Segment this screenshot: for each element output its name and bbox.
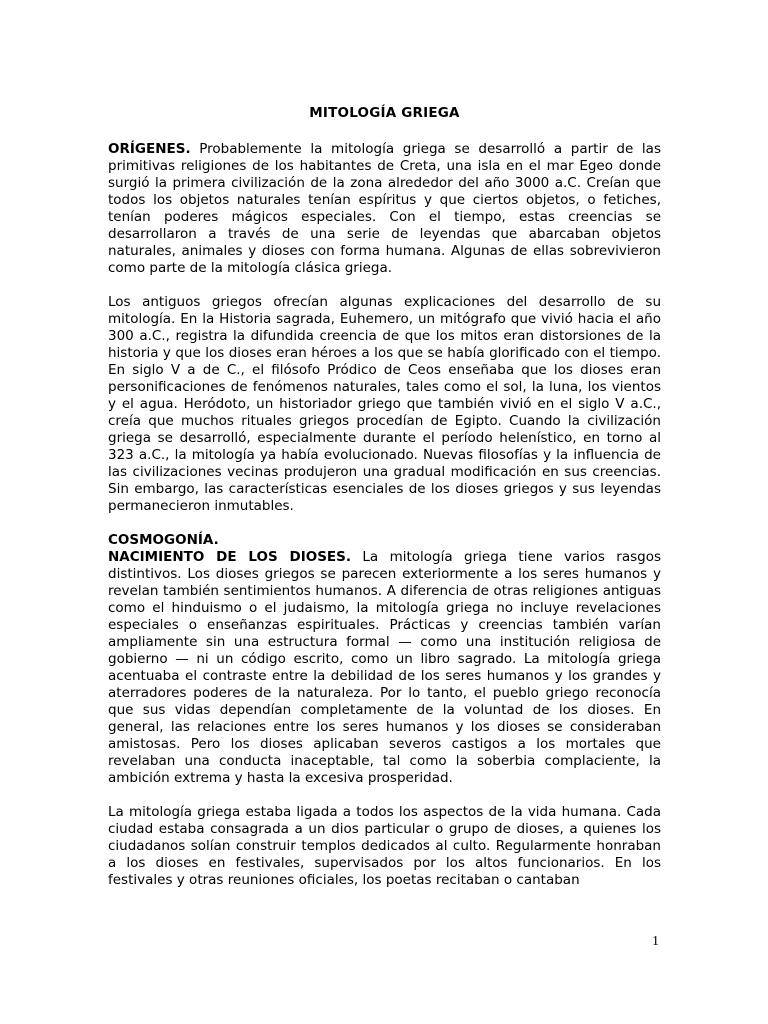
nacimiento-heading: NACIMIENTO DE LOS DIOSES. <box>108 549 351 565</box>
nacimiento-text: La mitología griega tiene varios rasgos distintivos. Los dioses griegos se parecen exteriormente a los seres humanos y revelan también sentimientos humanos. A diferencia de otras religiones antiguas como el hinduismo o el judaismo, la mitología griega no incluye revelaciones especiales o enseñanzas espirituales. Prácticas y creencias también varían ampliamente sin una estructura formal — como una institución religiosa de gobierno — ni un código escrito, como un libro sagrado. La mitología griega acentuaba el contraste entre la debilidad de los seres humanos y los grandes y aterradores poderes de la naturaleza. Por lo tanto, el pueblo griego reconocía que sus vidas dependían completamente de la voluntad de los dioses. En general, las relaciones entre los seres humanos y los dioses se consideraban amistosas. Pero los dioses aplicaban severos castigos a los mortales que revelaban una conducta inaceptable, tal como la soberbia complaciente, la ambición extrema y hasta la excesiva prosperidad. <box>108 549 661 786</box>
page-number: 1 <box>652 934 659 949</box>
document-page <box>108 104 661 889</box>
paragraph-nacimiento <box>108 549 661 787</box>
paragraph-vida-humana: La mitología griega estaba ligada a todos los aspectos de la vida humana. Cada ciudad estaba consagrada a un dios particular o grupo de dioses, a quienes los ciudadanos solían construir templos dedicados al culto. Regularmente honraban a los dioses en festivales, supervisados por los altos funcionarios. En los festivales y otras reuniones oficiales, los poetas recitaban o cantaban <box>108 804 661 888</box>
origenes-heading: ORÍGENES. <box>108 141 191 157</box>
origenes-text: Probablemente la mitología griega se desarrolló a partir de las primitivas religiones de los habitantes de Creta, una isla en el mar Egeo donde surgió la primera civilización de la zona alrededor del año 3000 a.C. Creían que todos los objetos naturales tenían espíritus y que ciertos objetos, o fetiches, tenían poderes mágicos especiales. Con el tiempo, estas creencias se desarrollaron a través de una serie de leyendas que abarcaban objetos naturales, animales y dioses con forma humana. Algunas de ellas sobrevivieron como parte de la mitología clásica griega. <box>108 141 661 276</box>
document-title: MITOLOGÍA GRIEGA <box>309 105 460 121</box>
paragraph-origenes <box>108 141 661 277</box>
cosmogonia-heading: COSMOGONÍA. <box>108 532 219 548</box>
paragraph-explicaciones: Los antiguos griegos ofrecían algunas explicaciones del desarrollo de su mitología. En la Historia sagrada, Euhemero, un mitógrafo que vivió hacia el año 300 a.C., registra la difundida creencia de que los mitos eran distorsiones de la historia y que los dioses eran héroes a los que se había glorificado con el tiempo. En siglo V a de C., el filósofo Pródico de Ceos enseñaba que los dioses eran personificaciones de fenómenos naturales, tales como el sol, la luna, los vientos y el agua. Heródoto, un historiador griego que también vivió en el siglo V a.C., creía que muchos rituales griegos procedían de Egipto. Cuando la civilización griega se desarrolló, especialmente durante el período helenístico, en torno al 323 a.C., la mitología ya había evolucionado. Nuevas filosofías y la influencia de las civilizaciones vecinas produjeron una gradual modificación en sus creencias. Sin embargo, las características esenciales de los dioses griegos y sus leyendas permanecieron inmutables. <box>108 294 661 514</box>
